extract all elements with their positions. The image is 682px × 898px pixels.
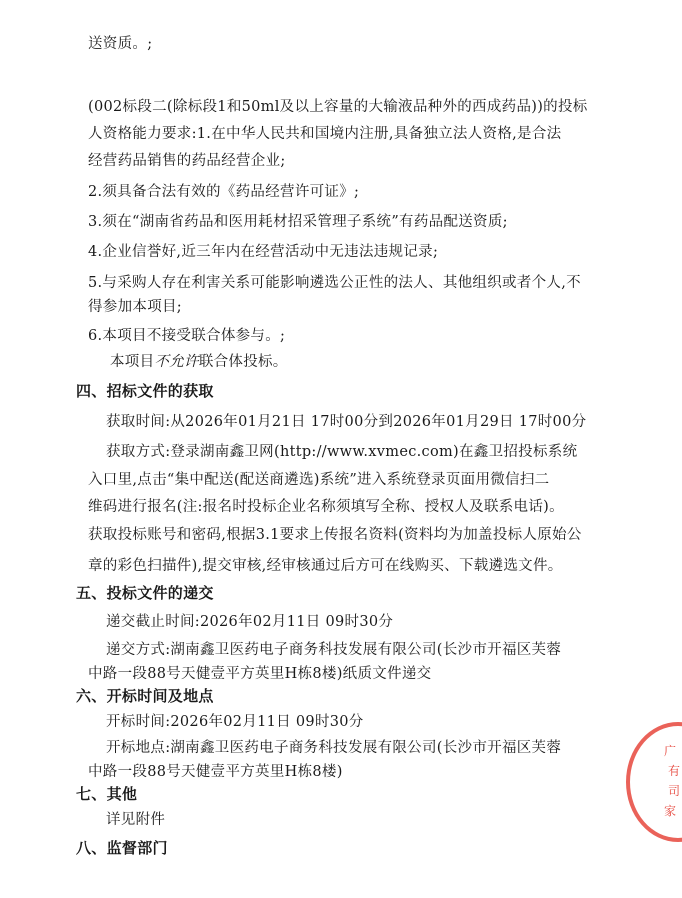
seal-char: 广 bbox=[664, 744, 677, 758]
acquisition-method-line: 获取投标账号和密码,根据3.1要求上传报名资料(资料均为加盖投标人原始公 bbox=[88, 527, 582, 543]
submission-method-line: 递交方式:湖南鑫卫医药电子商务科技发展有限公司(长沙市开福区芙蓉 bbox=[106, 642, 562, 658]
acquisition-method-line: 维码进行报名(注:报名时投标企业名称须填写全称、授权人及联系电话)。 bbox=[88, 499, 564, 515]
section-heading-4: 四、招标文件的获取 bbox=[76, 382, 214, 400]
text-line: 3.须在“湖南省药品和医用耗材招采管理子系统”有药品配送资质; bbox=[88, 214, 508, 230]
acquisition-method-line: 章的彩色扫描件),提交审核,经审核通过后方可在线购买、下载遴选文件。 bbox=[88, 558, 563, 574]
seal-char: 家 bbox=[664, 804, 677, 818]
text-line: 2.须具备合法有效的《药品经营许可证》; bbox=[88, 184, 360, 200]
consortium-emphasis: 不允许 bbox=[154, 354, 199, 370]
submission-method-line: 中路一段88号天健壹平方英里H栋8楼)纸质文件递交 bbox=[88, 666, 432, 682]
text-line: 5.与采购人存在利害关系可能影响遴选公正性的法人、其他组织或者个人,不 bbox=[88, 275, 581, 291]
consortium-suffix: 联合体投标。 bbox=[198, 354, 288, 370]
text-line: 人资格能力要求:1.在中华人民共和国境内注册,具备独立法人资格,是合法 bbox=[88, 126, 562, 142]
acquisition-method-line: 获取方式:登录湖南鑫卫网(http://www.xvmec.com)在鑫卫招投标系统 bbox=[106, 444, 578, 460]
text-line: (002标段二(除标段1和50ml及以上容量的大输液品种外的西成药品))的投标 bbox=[88, 99, 588, 115]
opening-time: 开标时间:2026年02月11日 09时30分 bbox=[106, 714, 364, 730]
section-heading-6: 六、开标时间及地点 bbox=[76, 687, 214, 705]
other-body: 详见附件 bbox=[106, 812, 166, 828]
text-line: 送资质。; bbox=[88, 36, 153, 52]
seal-char: 司 bbox=[668, 784, 681, 798]
submission-deadline: 递交截止时间:2026年02月11日 09时30分 bbox=[106, 614, 394, 630]
section-heading-8: 八、监督部门 bbox=[76, 839, 168, 857]
text-line: 经营药品销售的药品经营企业; bbox=[88, 153, 286, 169]
opening-place-line: 开标地点:湖南鑫卫医药电子商务科技发展有限公司(长沙市开福区芙蓉 bbox=[106, 740, 562, 756]
consortium-statement bbox=[110, 352, 288, 372]
seal-char: 有 bbox=[668, 764, 681, 778]
text-line: 4.企业信誉好,近三年内在经营活动中无违法违规记录; bbox=[88, 244, 439, 260]
text-line: 得参加本项目; bbox=[88, 299, 182, 315]
acquisition-method-line: 入口里,点击“集中配送(配送商遴选)系统”进入系统登录页面用微信扫二 bbox=[88, 472, 550, 488]
section-heading-7: 七、其他 bbox=[76, 785, 138, 803]
section-heading-5: 五、投标文件的递交 bbox=[76, 584, 214, 602]
consortium-prefix: 本项目 bbox=[110, 354, 155, 370]
opening-place-line: 中路一段88号天健壹平方英里H栋8楼) bbox=[88, 764, 343, 780]
acquisition-time: 获取时间:从2026年01月21日 17时00分到2026年01月29日 17时00分 bbox=[106, 414, 587, 430]
text-line: 6.本项目不接受联合体参与。; bbox=[88, 328, 286, 344]
